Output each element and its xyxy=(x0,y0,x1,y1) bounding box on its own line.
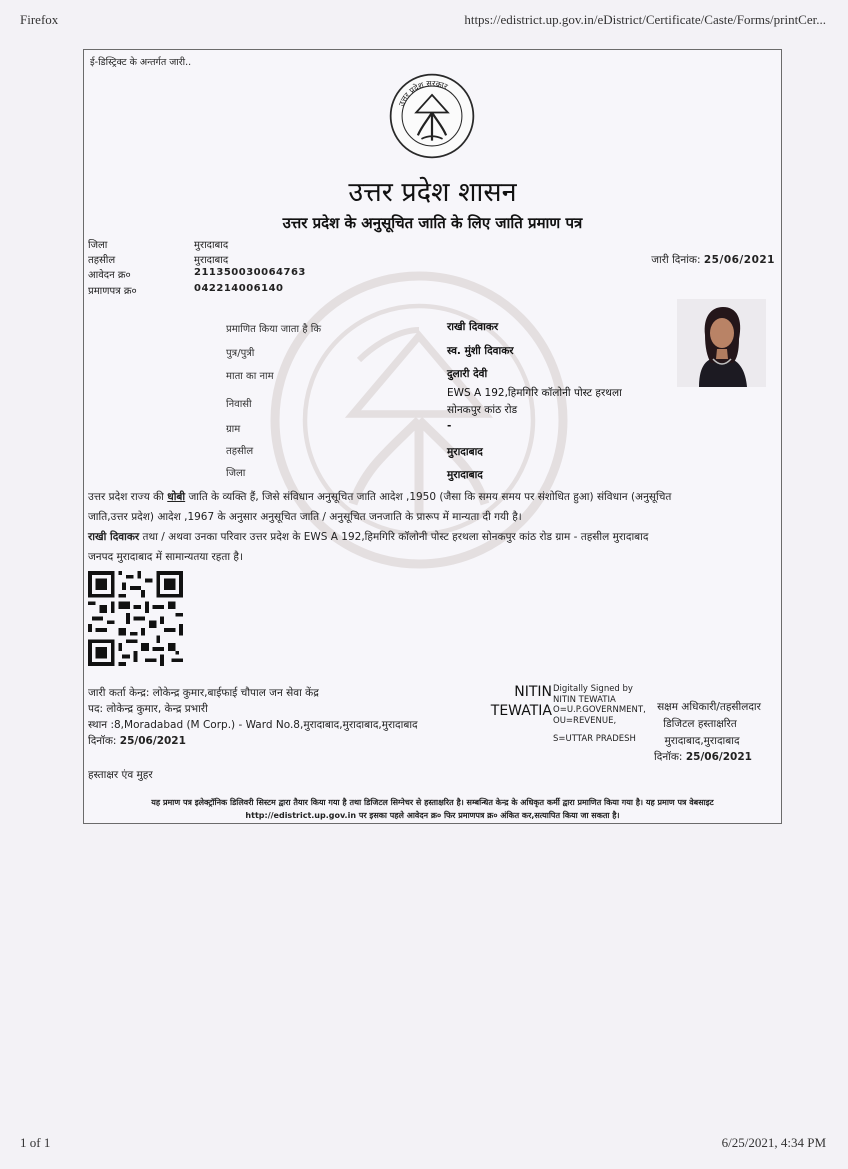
authority-place: मुरादाबाद,मुरादाबाद xyxy=(664,735,740,747)
issuer-date-label: दिनॉक: xyxy=(88,735,117,747)
issue-date: 25/06/2021 xyxy=(703,254,775,266)
applicant-photo xyxy=(677,299,766,387)
field-tehsil-value: मुरादाबाद xyxy=(447,446,483,458)
digital-signature-details: Digitally Signed by NITIN TEWATIA O=U.P.GOVERNMENT, OU=REVENUE, S=UTTAR PRADESH xyxy=(553,684,646,744)
signature-seal-label: हस्ताक्षर एंव मुहर xyxy=(88,769,153,781)
issuer-place: स्थान :8,Moradabad (M Corp.) - Ward No.8,मुरादाबाद,मुरादाबाद,मुरादाबाद xyxy=(88,719,418,731)
statement-line-2: जाति,उत्तर प्रदेश) आदेश ,1967 के अनुसार अनुसूचित जाति / अनुसूचित जनजाति के प्रारूप में मान्यता दी गयी है। xyxy=(88,511,522,523)
parent-name: स्व. मुंशी दिवाकर xyxy=(447,345,514,357)
caste-name: धोबी xyxy=(167,491,186,503)
signer-name: NITIN TEWATIA xyxy=(490,684,552,719)
issuer-post: पद: लोकेन्द्र कुमार, केन्द्र प्रभारी xyxy=(88,703,208,715)
government-title: उत्तर प्रदेश शासन xyxy=(348,177,517,208)
residence-line1: EWS A 192,हिमगिरि कॉलोनी पोस्ट हरथला xyxy=(447,387,622,399)
authority-digital: डिजिटल हस्ताक्षरित xyxy=(663,718,737,730)
application-number-label: आवेदन क्र० xyxy=(88,270,131,281)
certificate-subtitle: उत्तर प्रदेश के अनुसूचित जाति के लिए जाति प्रमाण पत्र xyxy=(282,214,583,232)
certified-label: प्रमाणित किया जाता है कि xyxy=(226,324,322,335)
authority-title: सक्षम अधिकारी/तहसीलदार xyxy=(657,701,761,713)
emblem-text: उत्तर प्रदेश सरकार xyxy=(396,78,449,108)
statement-line-4: जनपद मुरादाबाद में सामान्यतया रहता है। xyxy=(88,551,243,563)
statement-line-1: उत्तर प्रदेश राज्य की धोबी जाति के व्यक्ति हैं, जिसे संविधान अनुसूचित जाति आदेश ,1950 (जैसा कि समय समय पर संशोधित हुआ) संविधान (अनुसूचित xyxy=(88,491,672,503)
edistrict-note: ई-डिस्ट्रिक्ट के अन्तर्गत जारी.. xyxy=(90,57,192,68)
page-count: 1 of 1 xyxy=(20,1135,51,1150)
page-url: https://edistrict.up.gov.in/eDistrict/Certificate/Caste/Forms/printCer... xyxy=(464,12,826,27)
footnote: यह प्रमाण पत्र इलेक्ट्रॉनिक डिलिवरी सिस्टम द्वारा तैयार किया गया है तथा डिजिटल सिग्नेचर से हस्ताक्षरित है। सम्बन्धित केन्द्र के अधिकृत कर्मी द्वारा प्रमाणित किया गया है। यह प्रमाण पत्र वेबसाइट http://edistrict.up.gov.in पर इसका पहले आवेदन क्र० फिर प्रमाणपत्र क्र० अंकित कर,सत्यापित किया जा सकता है। xyxy=(151,798,714,820)
caste-certificate xyxy=(83,49,782,824)
print-timestamp: 6/25/2021, 4:34 PM xyxy=(721,1135,826,1150)
residence-line2: सोनकपुर कांठ रोड xyxy=(447,404,518,416)
mother-name: दुलारी देवी xyxy=(447,368,488,380)
village-value: - xyxy=(447,420,452,432)
certificate-number-label: प्रमाणपत्र क्र० xyxy=(88,286,137,297)
up-government-emblem-icon xyxy=(388,72,476,160)
application-number: 211350030064763 xyxy=(194,267,306,278)
relation-label: पुत्र/पुत्री xyxy=(226,348,255,359)
tehsil-value: मुरादाबाद xyxy=(194,255,229,266)
statement-applicant-name: राखी दिवाकर xyxy=(88,531,140,543)
authority-date: 25/06/2021 xyxy=(685,751,752,763)
issue-date-label: जारी दिनांक: xyxy=(651,254,701,266)
authority-date-block: दिनॉक: 25/06/2021 xyxy=(654,751,752,763)
district-label: जिला xyxy=(88,240,108,251)
tehsil-label: तहसील xyxy=(88,255,116,266)
browser-title: Firefox xyxy=(20,12,59,27)
field-district-label: जिला xyxy=(226,468,246,479)
issuer-date: 25/06/2021 xyxy=(119,735,186,747)
district-value: मुरादाबाद xyxy=(194,240,229,251)
issuing-center: जारी कर्ता केन्द्र: लोकेन्द्र कुमार,बाईफाई चौपाल जन सेवा केंद्र xyxy=(88,687,319,699)
applicant-name: राखी दिवाकर xyxy=(447,321,499,333)
qr-code-icon xyxy=(88,571,183,666)
issue-date-block xyxy=(651,253,775,267)
field-district-value: मुरादाबाद xyxy=(447,469,483,481)
mother-label: माता का नाम xyxy=(226,371,274,382)
village-label: ग्राम xyxy=(226,424,241,435)
issuer-date-block xyxy=(88,734,186,748)
residence-label: निवासी xyxy=(226,399,252,410)
certificate-statement xyxy=(88,487,778,567)
field-tehsil-label: तहसील xyxy=(226,446,254,457)
statement-line-3: राखी दिवाकर तथा / अथवा उनका परिवार उत्तर प्रदेश के EWS A 192,हिमगिरि कॉलोनी पोस्ट हरथला सोनकपुर कांठ रोड ग्राम - तहसील मुरादाबाद xyxy=(88,531,649,543)
certificate-number: 042214006140 xyxy=(194,283,284,294)
